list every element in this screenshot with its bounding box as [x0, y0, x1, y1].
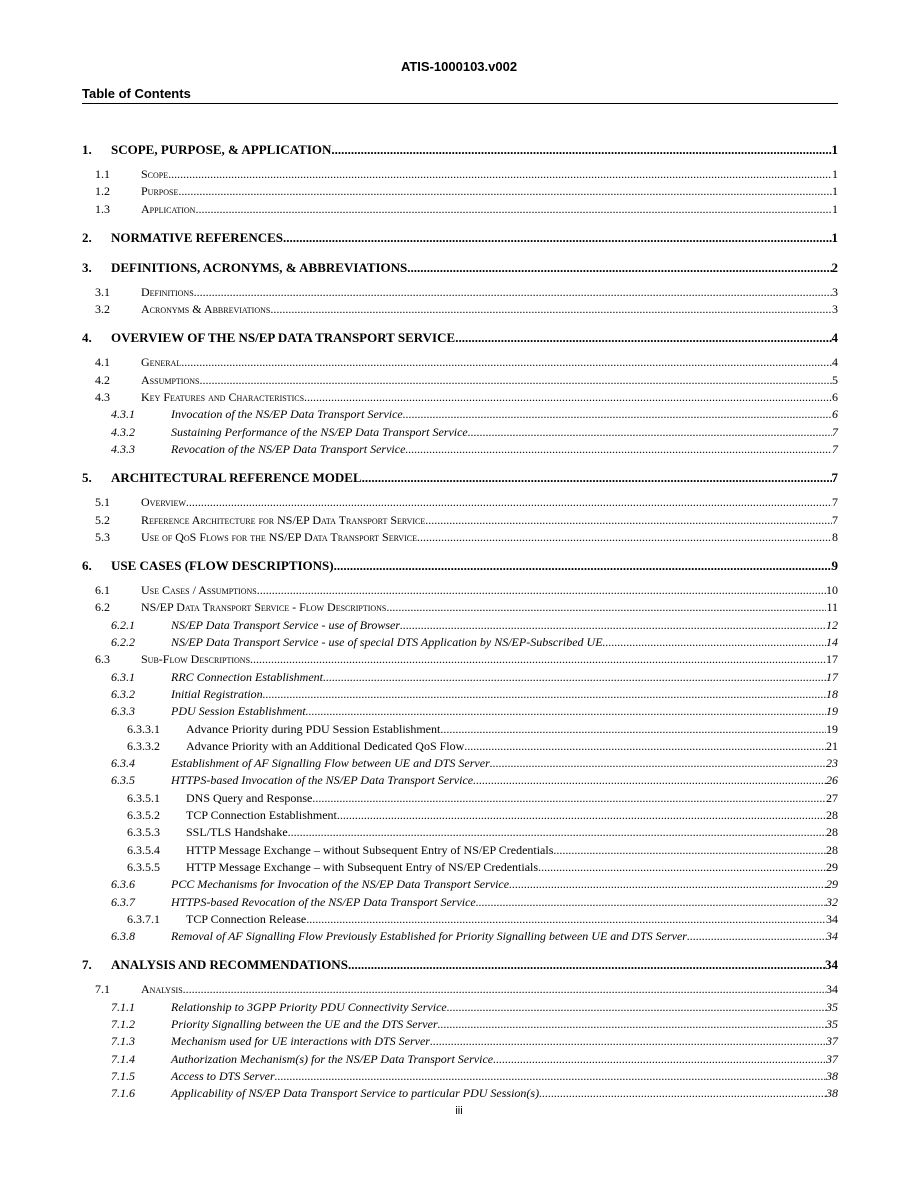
toc-entry-level-2[interactable] — [82, 166, 838, 183]
toc-entry-level-3[interactable] — [82, 1085, 838, 1102]
toc-entry-page: 7 — [832, 424, 838, 439]
toc-entry-level-3[interactable] — [82, 617, 838, 634]
toc-entry-title: Overview — [141, 495, 186, 510]
dot-leader — [476, 894, 826, 911]
toc-entry-title: Sub-Flow Descriptions — [141, 652, 251, 667]
toc-entry-title: OVERVIEW OF THE NS/EP DATA TRANSPORT SERVICE — [111, 330, 456, 346]
dot-leader — [403, 406, 832, 423]
dot-leader — [430, 1033, 826, 1050]
toc-entry-number: 6.2.2 — [111, 635, 135, 650]
toc-entry-title: Applicability of NS/EP Data Transport Service to particular PDU Session(s) — [171, 1086, 540, 1101]
toc-entry-title: NORMATIVE REFERENCES — [111, 229, 284, 245]
toc-entry-title: HTTP Message Exchange – without Subsequent Entry of NS/EP Credentials — [186, 842, 554, 857]
toc-entry-number: 6.3.6 — [111, 877, 135, 892]
toc-entry-level-3[interactable] — [82, 1068, 838, 1085]
dot-leader — [425, 512, 832, 529]
toc-entry-page: 37 — [826, 1034, 838, 1049]
toc-entry-level-4[interactable] — [82, 842, 838, 859]
toc-entry-level-2[interactable] — [82, 354, 838, 371]
toc-entry-title: Application — [141, 201, 196, 216]
toc-entry-number: 5.3 — [95, 529, 110, 544]
toc-entry-level-3[interactable] — [82, 634, 838, 651]
toc-entry-number: 6.3.5.1 — [127, 790, 160, 805]
toc-entry-page: 17 — [826, 652, 838, 667]
toc-entry-level-4[interactable] — [82, 721, 838, 738]
toc-entry-page: 11 — [826, 600, 838, 615]
toc-entry-level-3[interactable] — [82, 755, 838, 772]
toc-entry-level-4[interactable] — [82, 790, 838, 807]
toc-entry-level-1[interactable] — [82, 258, 838, 278]
toc-entry-level-2[interactable] — [82, 201, 838, 218]
toc-entry-number: 7.1 — [95, 982, 110, 997]
toc-entry-page: 4 — [831, 330, 838, 346]
toc-entry-title: Scope — [141, 167, 169, 181]
toc-entry-page: 28 — [826, 842, 838, 857]
dot-leader — [312, 790, 826, 807]
toc-entry-level-3[interactable] — [82, 894, 838, 911]
toc-entry-page: 21 — [826, 738, 838, 753]
toc-entry-level-2[interactable] — [82, 494, 838, 511]
dot-leader — [337, 807, 826, 824]
toc-entry-number: 5. — [82, 470, 92, 486]
dot-leader — [283, 228, 831, 248]
dot-leader — [493, 1051, 826, 1068]
toc-entry-title: RRC Connection Establishment — [171, 669, 323, 684]
dot-leader — [288, 824, 826, 841]
toc-entry-number: 3.1 — [95, 284, 110, 299]
toc-entry-level-3[interactable] — [82, 928, 838, 945]
toc-entry-page: 7 — [831, 470, 838, 486]
toc-entry-page: 37 — [826, 1051, 838, 1066]
toc-entry-number: 6.2 — [95, 600, 110, 615]
dot-leader — [464, 738, 826, 755]
toc-entry-title: HTTPS-based Revocation of the NS/EP Data Transport Service — [171, 894, 476, 909]
toc-entry-title: General — [141, 355, 182, 370]
toc-entry-page: 29 — [826, 877, 838, 892]
toc-entry-number: 6. — [82, 558, 92, 574]
toc-entry-page: 1 — [832, 184, 838, 199]
toc-entry-number: 1.3 — [95, 201, 110, 216]
toc-entry-level-1[interactable] — [82, 228, 838, 248]
toc-entry-number: 6.3.7 — [111, 894, 135, 909]
toc-entry-page: 28 — [826, 825, 838, 840]
toc-entry-page: 38 — [826, 1068, 838, 1083]
toc-entry-level-3[interactable] — [82, 1033, 838, 1050]
dot-leader — [257, 582, 826, 599]
toc-entry-level-2[interactable] — [82, 284, 838, 301]
toc-entry-title: Use Cases / Assumptions — [141, 583, 257, 598]
toc-entry-number: 4.3.1 — [111, 407, 135, 422]
toc-entry-page: 26 — [826, 773, 838, 788]
toc-entry-page: 19 — [826, 721, 838, 736]
toc-entry-number: 1.2 — [95, 184, 110, 199]
dot-leader — [455, 328, 831, 348]
dot-leader — [417, 529, 832, 546]
toc-entry-number: 7.1.5 — [111, 1068, 135, 1083]
toc-entry-level-3[interactable] — [82, 424, 838, 441]
toc-entry-level-3[interactable] — [82, 1016, 838, 1033]
toc-entry-number: 5.1 — [95, 495, 110, 510]
dot-leader — [178, 183, 832, 200]
toc-entry-title: Reference Architecture for NS/EP Data Transport Service — [141, 512, 426, 527]
toc-entry-level-3[interactable] — [82, 669, 838, 686]
dot-leader — [304, 389, 832, 406]
toc-entry-title: Assumptions — [141, 372, 200, 387]
toc-entry-page: 1 — [832, 201, 838, 216]
toc-entry-level-2[interactable] — [82, 512, 838, 529]
toc-entry-number: 6.3 — [95, 652, 110, 667]
toc-entry-page: 19 — [826, 704, 838, 719]
toc-entry-title: NS/EP Data Transport Service - Flow Descriptions — [141, 600, 387, 615]
toc-entry-level-2[interactable] — [82, 389, 838, 406]
page-number: iii — [455, 1105, 463, 1117]
toc-entry-level-2[interactable] — [82, 599, 838, 616]
dot-leader — [386, 599, 826, 616]
toc-entry-title: SSL/TLS Handshake — [186, 825, 288, 840]
toc-entry-number: 4.3 — [95, 390, 110, 405]
dot-leader — [407, 258, 831, 278]
toc-entry-page: 34 — [826, 911, 838, 926]
toc-entry-level-4[interactable] — [82, 859, 838, 876]
toc-entry-title: Key Features and Characteristics — [141, 390, 305, 405]
toc-entry-title: Establishment of AF Signalling Flow between UE and DTS Server — [171, 756, 490, 771]
toc-entry-number: 6.3.5 — [111, 773, 135, 788]
toc-entry-page: 29 — [826, 859, 838, 874]
toc-entry-title: Mechanism used for UE interactions with DTS Server — [171, 1034, 430, 1049]
toc-entry-level-3[interactable] — [82, 703, 838, 720]
toc-entry-level-3[interactable] — [82, 999, 838, 1016]
toc-entry-number: 4.3.2 — [111, 424, 135, 439]
toc-entry-title: DNS Query and Response — [186, 790, 313, 805]
toc-entry-number: 3.2 — [95, 302, 110, 317]
toc-entry-number: 4. — [82, 330, 92, 346]
toc-entry-title: USE CASES (FLOW DESCRIPTIONS) — [111, 558, 334, 574]
dot-leader — [250, 651, 826, 668]
dot-leader — [603, 634, 826, 651]
toc-entry-level-1[interactable] — [82, 328, 838, 348]
toc-entry-title: HTTPS-based Invocation of the NS/EP Data Transport Service — [171, 773, 474, 788]
toc-entry-page: 1 — [832, 167, 838, 181]
toc-entry-title: Authorization Mechanism(s) for the NS/EP Data Transport Service — [171, 1051, 494, 1066]
toc-entry-number: 7.1.4 — [111, 1051, 135, 1066]
toc-entry-page: 5 — [832, 372, 838, 387]
toc-entry-number: 6.3.5.2 — [127, 808, 160, 823]
toc-entry-level-4[interactable] — [82, 824, 838, 841]
toc-entry-page: 28 — [826, 808, 838, 823]
toc-entry-level-3[interactable] — [82, 1051, 838, 1068]
toc-entry-number: 6.3.3.1 — [127, 721, 160, 736]
toc-entry-level-1[interactable] — [82, 955, 838, 975]
toc-entry-title: TCP Connection Release — [186, 911, 307, 926]
toc-entry-number: 1. — [82, 142, 92, 157]
toc-entry-title: Definitions — [141, 284, 194, 299]
toc-entry-number: 6.3.7.1 — [127, 911, 160, 926]
table-of-contents — [82, 140, 838, 1102]
dot-leader — [168, 166, 832, 183]
dot-leader — [348, 955, 825, 975]
toc-entry-level-2[interactable] — [82, 651, 838, 668]
toc-entry-number: 7.1.3 — [111, 1034, 135, 1049]
toc-entry-number: 7. — [82, 957, 92, 973]
toc-entry-page: 3 — [832, 284, 838, 299]
toc-entry-level-2[interactable] — [82, 372, 838, 389]
toc-entry-level-2[interactable] — [82, 183, 838, 200]
dot-leader — [194, 284, 832, 301]
dot-leader — [331, 140, 831, 160]
toc-entry-level-3[interactable] — [82, 686, 838, 703]
toc-entry-number: 4.3.3 — [111, 441, 135, 456]
toc-entry-title: Sustaining Performance of the NS/EP Data Transport Service — [171, 424, 468, 439]
toc-entry-title: NS/EP Data Transport Service - use of Browser — [171, 617, 400, 632]
toc-entry-page: 1 — [831, 229, 838, 245]
toc-entry-page: 9 — [831, 558, 838, 574]
toc-entry-title: Access to DTS Server — [171, 1068, 275, 1083]
toc-title: Table of Contents — [82, 86, 191, 101]
toc-entry-title: PCC Mechanisms for Invocation of the NS/EP Data Transport Service — [171, 877, 510, 892]
toc-entry-page: 17 — [826, 669, 838, 684]
toc-entry-title: Removal of AF Signalling Flow Previously Established for Priority Signalling between UE and DTS Server — [171, 929, 687, 944]
dot-leader — [438, 1016, 826, 1033]
dot-leader — [306, 703, 826, 720]
toc-entry-title: ANALYSIS AND RECOMMENDATIONS — [111, 957, 348, 973]
toc-entry-page: 18 — [826, 686, 838, 701]
toc-entry-level-2[interactable] — [82, 981, 838, 998]
toc-entry-title: HTTP Message Exchange – with Subsequent Entry of NS/EP Credentials — [186, 859, 539, 874]
toc-entry-page: 27 — [826, 790, 838, 805]
toc-entry-number: 5.2 — [95, 512, 110, 527]
toc-entry-title: Revocation of the NS/EP Data Transport Service — [171, 441, 406, 456]
dot-leader — [490, 755, 826, 772]
toc-entry-number: 6.3.8 — [111, 929, 135, 944]
toc-entry-number: 6.3.3 — [111, 704, 135, 719]
toc-entry-number: 6.3.5.5 — [127, 859, 160, 874]
toc-entry-number: 6.3.2 — [111, 686, 135, 701]
toc-entry-title: Advance Priority during PDU Session Establishment — [186, 721, 441, 736]
toc-entry-level-2[interactable] — [82, 582, 838, 599]
dot-leader — [263, 686, 826, 703]
toc-entry-number: 1.1 — [95, 167, 110, 181]
dot-leader — [199, 372, 832, 389]
toc-entry-page: 3 — [832, 302, 838, 317]
dot-leader — [440, 721, 826, 738]
document-id: ATIS-1000103.v002 — [400, 59, 518, 74]
toc-entry-level-4[interactable] — [82, 911, 838, 928]
toc-entry-level-3[interactable] — [82, 441, 838, 458]
toc-entry-level-3[interactable] — [82, 876, 838, 893]
toc-entry-level-4[interactable] — [82, 738, 838, 755]
toc-entry-page: 8 — [832, 529, 838, 544]
dot-leader — [183, 981, 826, 998]
toc-entry-title: Purpose — [141, 184, 179, 199]
toc-entry-level-3[interactable] — [82, 406, 838, 423]
toc-entry-level-2[interactable] — [82, 301, 838, 318]
toc-entry-number: 2. — [82, 229, 92, 245]
toc-entry-page: 6 — [832, 407, 838, 422]
toc-entry-title: PDU Session Establishment — [171, 704, 306, 719]
toc-entry-number: 4.2 — [95, 372, 110, 387]
title-divider — [82, 103, 838, 104]
dot-leader — [509, 876, 826, 893]
dot-leader — [687, 928, 826, 945]
toc-entry-page: 32 — [826, 894, 838, 909]
toc-entry-page: 34 — [826, 929, 838, 944]
toc-entry-number: 6.3.4 — [111, 756, 135, 771]
dot-leader — [275, 1068, 826, 1085]
toc-entry-title: Initial Registration — [171, 686, 263, 701]
toc-entry-page: 4 — [832, 355, 838, 370]
toc-entry-page: 34 — [826, 982, 838, 997]
toc-entry-number: 3. — [82, 259, 92, 275]
toc-entry-title: Use of QoS Flows for the NS/EP Data Transport Service — [141, 529, 417, 544]
toc-entry-page: 7 — [832, 495, 838, 510]
dot-leader — [186, 494, 832, 511]
toc-entry-page: 10 — [826, 583, 838, 598]
toc-entry-title: Acronyms & Abbreviations — [141, 302, 271, 317]
toc-entry-page: 23 — [826, 756, 838, 771]
toc-entry-level-1[interactable] — [82, 556, 838, 576]
toc-entry-page: 2 — [831, 259, 838, 275]
toc-entry-page: 35 — [826, 999, 838, 1014]
dot-leader — [334, 556, 832, 576]
toc-entry-title: DEFINITIONS, ACRONYMS, & ABBREVIATIONS — [111, 259, 408, 275]
dot-leader — [181, 354, 832, 371]
toc-entry-page: 38 — [826, 1086, 838, 1101]
toc-entry-number: 6.3.5.4 — [127, 842, 160, 857]
toc-entry-title: TCP Connection Establishment — [186, 808, 337, 823]
toc-entry-title: SCOPE, PURPOSE, & APPLICATION — [111, 142, 332, 157]
toc-entry-page: 12 — [826, 617, 838, 632]
toc-entry-title: Priority Signalling between the UE and the DTS Server — [171, 1016, 438, 1031]
toc-entry-page: 6 — [832, 390, 838, 405]
toc-entry-number: 6.3.3.2 — [127, 738, 160, 753]
dot-leader — [473, 772, 826, 789]
toc-entry-level-2[interactable] — [82, 529, 838, 546]
dot-leader — [400, 617, 826, 634]
toc-entry-page: 35 — [826, 1016, 838, 1031]
dot-leader — [306, 911, 826, 928]
dot-leader — [195, 201, 832, 218]
toc-entry-number: 4.1 — [95, 355, 110, 370]
dot-leader — [468, 424, 832, 441]
toc-entry-number: 6.3.5.3 — [127, 825, 160, 840]
dot-leader — [553, 842, 826, 859]
toc-entry-title: NS/EP Data Transport Service - use of special DTS Application by NS/EP-Subscribed UE — [171, 635, 603, 650]
toc-entry-number: 6.3.1 — [111, 669, 135, 684]
toc-entry-title: ARCHITECTURAL REFERENCE MODEL — [111, 470, 362, 486]
dot-leader — [362, 468, 832, 488]
toc-entry-level-1[interactable] — [82, 468, 838, 488]
toc-entry-page: 7 — [832, 441, 838, 456]
dot-leader — [538, 859, 826, 876]
toc-entry-title: Advance Priority with an Additional Dedicated QoS Flow — [186, 738, 465, 753]
dot-leader — [323, 669, 826, 686]
dot-leader — [270, 301, 832, 318]
toc-entry-page: 7 — [832, 512, 838, 527]
toc-entry-title: Analysis — [141, 982, 183, 997]
toc-entry-title: Invocation of the NS/EP Data Transport Service — [171, 407, 403, 422]
toc-entry-number: 6.1 — [95, 583, 110, 598]
dot-leader — [405, 441, 832, 458]
toc-entry-page: 34 — [825, 957, 838, 973]
toc-entry-page: 1 — [831, 142, 838, 157]
toc-entry-title: Relationship to 3GPP Priority PDU Connectivity Service — [171, 999, 447, 1014]
toc-entry-number: 7.1.6 — [111, 1086, 135, 1101]
toc-entry-number: 6.2.1 — [111, 617, 135, 632]
toc-entry-level-3[interactable] — [82, 772, 838, 789]
toc-entry-number: 7.1.2 — [111, 1016, 135, 1031]
toc-entry-page: 14 — [826, 635, 838, 650]
toc-entry-level-4[interactable] — [82, 807, 838, 824]
dot-leader — [447, 999, 826, 1016]
dot-leader — [539, 1085, 826, 1102]
toc-entry-number: 7.1.1 — [111, 999, 135, 1014]
toc-entry-level-1[interactable] — [82, 140, 838, 160]
